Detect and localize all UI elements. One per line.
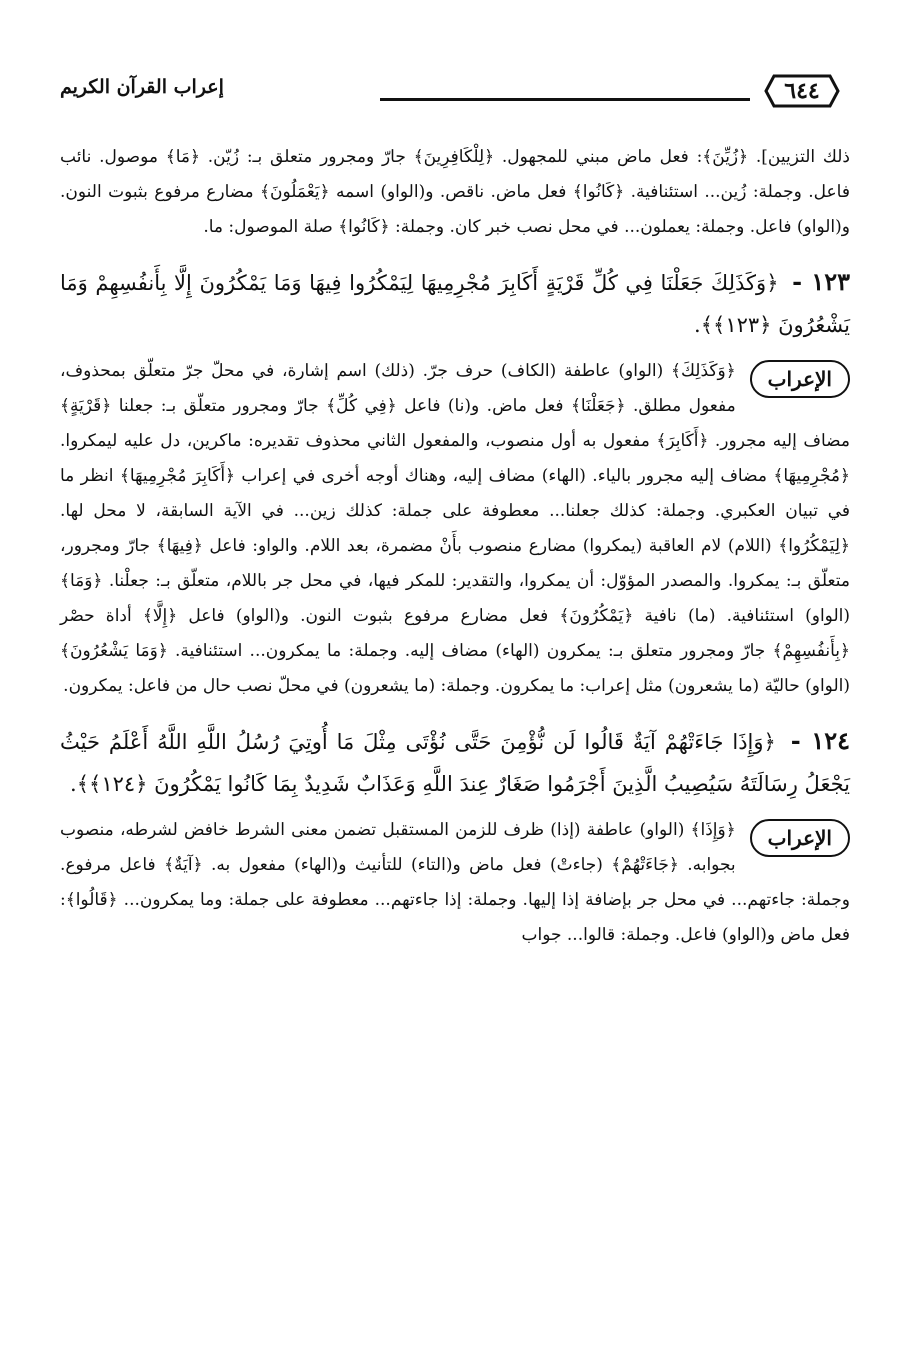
irab-text-124: ﴿وَإِذَا﴾ (الواو) عاطفة (إذا) ظرف للزمن المستقبل تضمن معنى الشرط خافض لشرطه، منصوب بجوابه. ﴿جَاءَتْهُمْ﴾ (جاءتْ) فعل ماض و(التاء) للتأنيث و(الهاء) مفعول به. ﴿آيَةٌ﴾ فاعل مرفوع. وجملة: جاءتهم... في محل جر بإضافة إذا إليها. وجملة: إذا جاءتهم... معطوفة على جملة: وما يمكرون... ﴿قَالُوا﴾: فعل ماض و(الواو) فاعل. وجملة: قالوا... جواب (60, 820, 850, 945)
verse-text-123: ﴿وَكَذَلِكَ جَعَلْنَا فِي كُلِّ قَرْيَةٍ أَكَابِرَ مُجْرِمِيهَا لِيَمْكُرُوا فِيهَا وَمَا يَمْكُرُونَ إِلَّا بِأَنفُسِهِمْ وَمَا يَشْعُرُونَ ﴿١٢٣﴾﴾. (60, 271, 850, 337)
intro-paragraph: ذلك التزيين]. ﴿زُيِّنَ﴾: فعل ماض مبني للمجهول. ﴿لِلْكَافِرِينَ﴾ جارّ ومجرور متعلق بـ: زُيّن. ﴿مَا﴾ موصول. نائب فاعل. وجملة: زُين... استئنافية. ﴿كَانُوا﴾ فعل ماض. ناقص. و(الواو) اسمه ﴿يَعْمَلُونَ﴾ مضارع مرفوع بثبوت النون. و(الواو) فاعل. وجملة: يعملون... في محل نصب خبر كان. وجملة: ﴿كَانُوا﴾ صلة الموصول: ما. (60, 147, 850, 237)
page-number: ٦٤٤ (784, 78, 820, 104)
header-rule (380, 98, 750, 101)
verse-number-124: ١٢٤ - (790, 726, 850, 755)
verse-123 (60, 261, 850, 346)
page-body (60, 140, 850, 953)
verse-number-123: ١٢٣ - (792, 267, 850, 296)
verse-text-124: ﴿وَإِذَا جَاءَتْهُمْ آيَةٌ قَالُوا لَن نُّؤْمِنَ حَتَّى نُؤْتَى مِثْلَ مَا أُوتِيَ رُسُلُ اللَّهِ اللَّهُ أَعْلَمُ حَيْثُ يَجْعَلُ رِسَالَتَهُ سَيُصِيبُ الَّذِينَ أَجْرَمُوا صَغَارٌ عِندَ اللَّهِ وَعَذَابٌ شَدِيدٌ بِمَا كَانُوا يَمْكُرُونَ ﴿١٢٤﴾﴾. (60, 730, 850, 796)
page-number-frame (756, 72, 848, 110)
page-header (60, 72, 850, 122)
irab-text-123: ﴿وَكَذَلِكَ﴾ (الواو) عاطفة (الكاف) حرف جرّ. (ذلك) اسم إشارة، في محلّ جرّ متعلّق بمحذوف، مفعول مطلق. ﴿جَعَلْنَا﴾ فعل ماض. و(نا) فاعل ﴿فِي كُلِّ﴾ جارّ ومجرور متعلّق بـ: جعلنا ﴿قَرْيَةٍ﴾ مضاف إليه مجرور. ﴿أَكَابِرَ﴾ مفعول به أول منصوب، والمفعول الثاني محذوف تقديره: ماكرين، دل عليه ليمكروا. ﴿مُجْرِمِيهَا﴾ مضاف إليه مجرور بالياء. (الهاء) مضاف إليه، وهناك أوجه أخرى في إعراب ﴿أَكَابِرَ مُجْرِمِيهَا﴾ انظر ما في تبيان العكبري. وجملة: كذلك جعلنا... معطوفة على جملة: كذلك زين... في الآية السابقة، لا محل لها. ﴿لِيَمْكُرُوا﴾ (اللام) لام العاقبة (يمكروا) مضارع منصوب بأَنْ مضمرة، بعد اللام. والواو: فاعل ﴿فِيهَا﴾ جارّ ومجرور، متعلّق بـ: يمكروا. والمصدر المؤوّل: أن يمكروا، والتقدير: للمكر فيها، في محل جر باللام، متعلّق بـ: جعلْنا. ﴿وَمَا﴾ (الواو) استئنافية. (ما) نافية ﴿يَمْكُرُونَ﴾ فعل مضارع مرفوع بثبوت النون. و(الواو) فاعل ﴿إِلَّا﴾ أداة حصْر ﴿بِأَنفُسِهِمْ﴾ جارّ ومجرور متعلق بـ: يمكرون (الهاء) مضاف إليه. وجملة: ما يمكرون... استئنافية. ﴿وَمَا يَشْعُرُونَ﴾ (الواو) حاليّة (ما يشعرون) مثل إعراب: ما يمكرون. وجملة: (ما يشعرون) في محلّ نصب حال من فاعل: يمكرون. (60, 361, 850, 696)
irab-section-124 (60, 813, 850, 953)
irab-section-123 (60, 354, 850, 704)
irab-label: الإعراب (750, 360, 850, 398)
verse-124 (60, 720, 850, 805)
irab-label: الإعراب (750, 819, 850, 857)
book-title: إعراب القرآن الكريم (60, 76, 224, 98)
